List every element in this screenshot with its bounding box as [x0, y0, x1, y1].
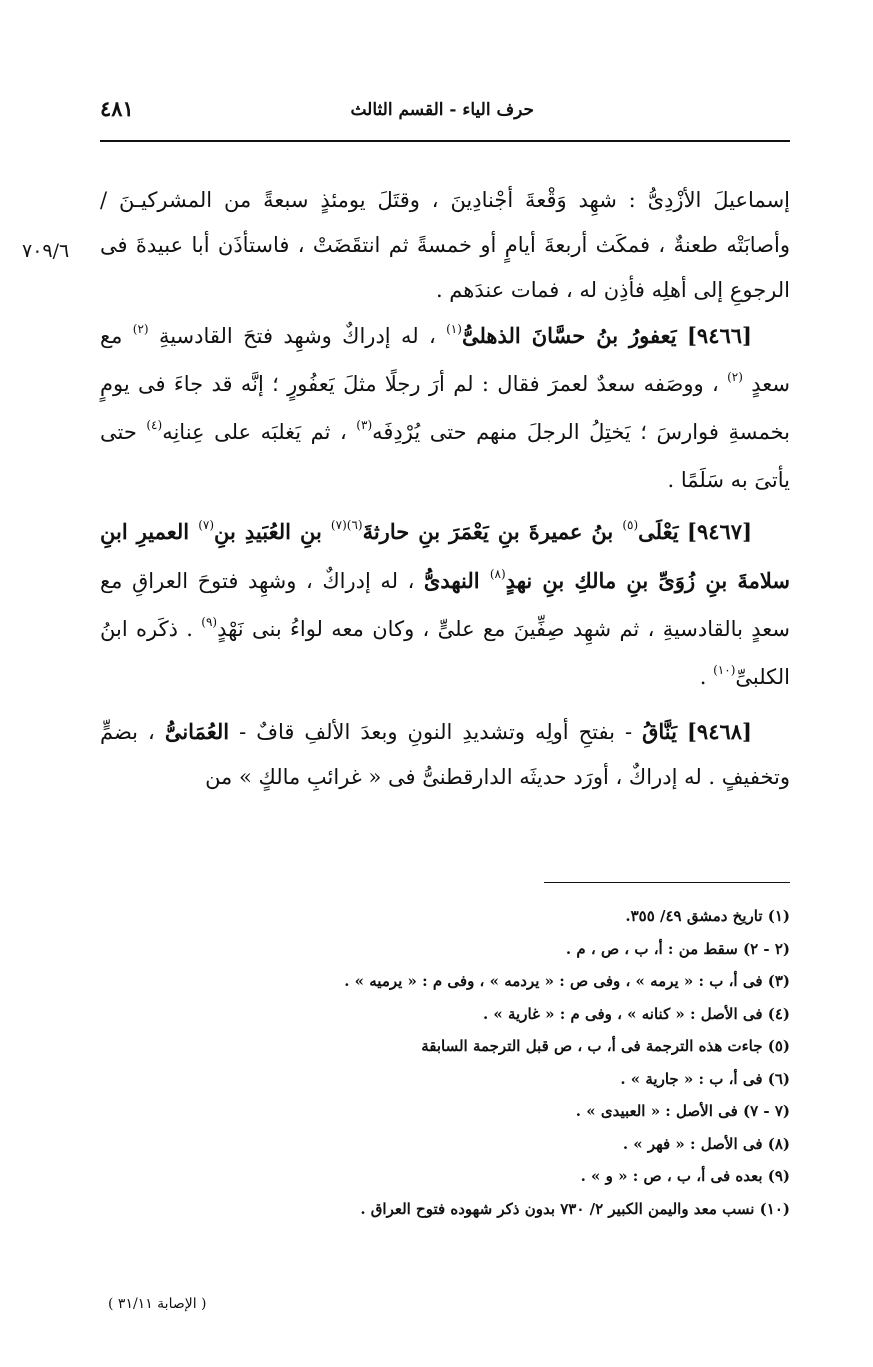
entry-text: . ذكَره ابنُ الكلبىِّ — [100, 617, 790, 689]
footnote-marker: (٢) — [727, 370, 743, 384]
entry-name: النهدىُّ — [423, 568, 490, 593]
footnote: (١) تاريخ دمشق ٤٩/ ٣٥٥. — [625, 907, 790, 925]
entry-text: ، ووصَفه سعدٌ لعمرَ فقال : لم أرَ رجلًا مثلَ يَعفُورٍ ؛ إنَّه قد جاءَ فى يومٍ بخمسةِ فوارسَ ؛ يَختِلُ الرجلَ منهم حتى يُرْدِفَه — [100, 372, 790, 444]
entry-text: ، له إدراكٌ وشهِد فتحَ القادسيةِ — [148, 324, 447, 348]
entry-9466 — [100, 313, 790, 503]
entry-name: بنِ العُبَيدِ بنِ — [214, 519, 331, 544]
footnote-marker: (٨) — [489, 567, 506, 581]
volume-signature: ( الإصابة ٣١/١١ ) — [108, 1296, 207, 1312]
entry-number: [٩٤٦٦] — [686, 323, 752, 348]
footnote-marker: (٩) — [201, 615, 218, 629]
footnotes — [100, 900, 790, 1225]
footnote: (١٠) نسب معد واليمن الكبير ٢/ ٧٣٠ بدون ذكر شهوده فتوح العراق . — [360, 1199, 790, 1218]
footnote-marker: (٢) — [132, 322, 149, 336]
footnote: (٣) فى أ، ب : « يرمه » ، وفى ص : « يردمه » ، وفى م : « يرميه » . — [344, 972, 790, 990]
entry-number: [٩٤٦٧] — [687, 519, 752, 544]
entry-text: ، له إدراكٌ ، وشهِد فتوحَ العراقِ مع سعدٍ بالقادسيةِ ، ثم شهِد صِفِّينَ مع علىٍّ ، وكان معه لواءُ بنى نَهْدٍ — [100, 569, 790, 641]
footnote-marker: (٥) — [622, 518, 639, 532]
entry-text: - بفتحِ أولِه وتشديدِ النونِ وبعدَ الألفِ قافٌ - — [229, 720, 643, 744]
running-title: حرف الياء - القسم الثالث — [350, 100, 534, 120]
footnote: (٨) فى الأصل : « فهر » . — [622, 1134, 790, 1153]
paragraph-continuation: إسماعيلَ الأزْدِىُّ : شهِد وَقْعةَ أجْنادِينَ ، وقتَلَ يومئذٍ سبعةً من المشركيـنَ /وأصابَتْه طعنةٌ ، فمكَث أربعةَ أيامٍ أو خمسةً ثم انتقَضَتْ ، فاستأذَن أبا عبيدةَ فى الرجوعِ إلى أهلِه فأذِن له ، فمات عندَهم . — [100, 188, 790, 302]
entry-text: حتى يأتىَ به سَلَمًا . — [100, 420, 790, 492]
footnote-marker: (٧) — [330, 518, 347, 532]
entry-text: . — [699, 665, 714, 689]
entry-text: مع سعدٍ — [100, 324, 790, 396]
entry-9467 — [100, 509, 790, 703]
footnote: (٦) فى أ، ب : « جارية » . — [620, 1069, 790, 1088]
footnote-marker: (١٠) — [713, 663, 736, 677]
entry-name: يَعفورُ بنُ حسَّانَ الذهلىُّ — [461, 323, 677, 348]
footnote-rule — [544, 882, 790, 883]
page-header — [100, 96, 790, 130]
footnote: (٧ - ٧) فى الأصل : « العبيدى » . — [575, 1102, 790, 1120]
entry-9468 — [100, 709, 790, 800]
footnote-marker: (٤) — [146, 418, 163, 432]
entry-text: ، ثم يَغلبَه على عِنانِه — [162, 420, 357, 444]
footnote-marker: (٧) — [198, 518, 215, 532]
entry-name: بنُ عميرةَ بنِ يَعْمَرَ بنِ حارثةَ — [362, 519, 623, 544]
entry-name: العميرِ ابنِ سلامةَ بنِ زُوَىِّ بنِ مالكِ بنِ نهدٍ — [100, 519, 790, 593]
footnote: (٢ - ٢) سقط من : أ، ب ، ص ، م . — [565, 939, 790, 958]
footnote-marker: (٣) — [356, 418, 373, 432]
footnote: (٥) جاءت هذه الترجمة فى أ، ب ، ص قبل الترجمة السابقة — [421, 1037, 790, 1055]
header-rule — [100, 140, 790, 142]
entry-name: يَعْلَى — [638, 519, 679, 544]
entry-text: ، بضمٍّ وتخفيفٍ . له إدراكٌ ، أورَد حديثَه الدارقطنىُّ فى « غرائبِ مالكٍ » من — [100, 720, 790, 789]
entry-name: يَنَّاقُ — [642, 719, 677, 744]
footnote: (٤) فى الأصل : « كنانه » ، وفى م : « غارية » . — [482, 1004, 790, 1023]
entry-name: العُمَانىُّ — [164, 719, 230, 744]
footnote: (٩) بعده فى أ، ب ، ص : « و » . — [580, 1167, 790, 1185]
footnote-marker: (١) — [446, 322, 462, 336]
entry-number: [٩٤٦٨] — [686, 719, 752, 744]
page-number: ٤٨١ — [100, 96, 134, 121]
margin-reference: ٧٠٩/٦ — [22, 240, 70, 262]
main-text — [100, 178, 790, 800]
footnote-marker: (٦) — [346, 518, 363, 532]
